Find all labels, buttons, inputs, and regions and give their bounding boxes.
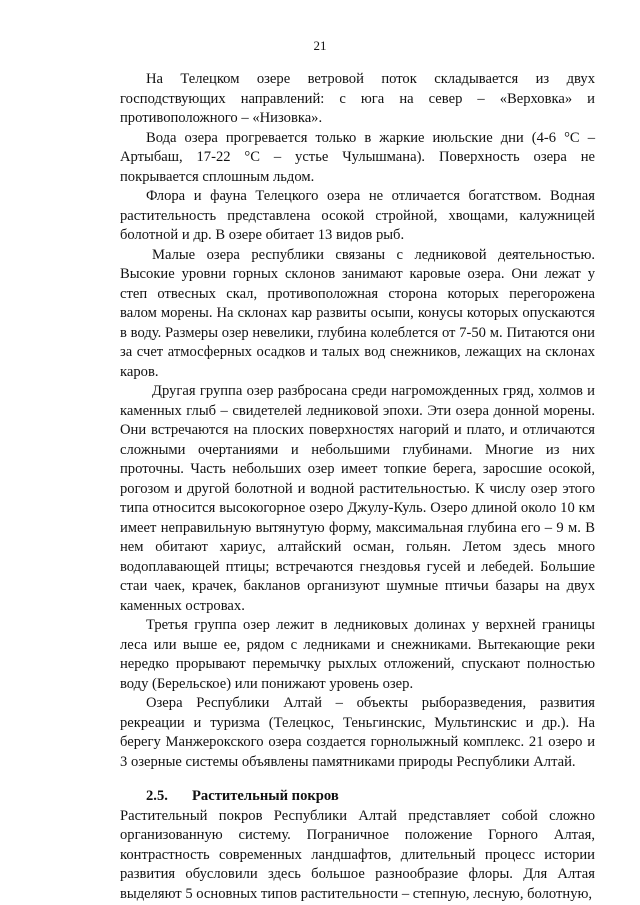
paragraph-glacial-valley-lakes: Третья группа озер лежит в ледниковых долинах у верхней границы леса или выше ее, рядом с ледниками и снежниками. Вытекающие реки нередко прорывают перемычку рыхлых отложений, спускают полностью воду (Берельское) или понижают уровень озер. <box>120 617 595 692</box>
body-text <box>120 70 595 904</box>
section-title: Растительный покров <box>192 788 339 804</box>
page-number: 21 <box>313 38 327 53</box>
section-heading <box>120 787 595 807</box>
paragraph-moraine-lakes: Другая группа озер разбросана среди нагроможденных гряд, холмов и каменных глыб – свидетелей ледниковой эпохи. Эти озера донной морены. Они встречаются на плоских поверхностях нагорий и плато, и отличаются сложными очертаниями и небольшими глубинами. Многие из них проточны. Часть небольших озер имеет топкие берега, заросшие осокой, рогозом и другой болотной и водной растительностью. К числу озер этого типа относится высокогорное озеро Джулу-Куль. Озеро длиной около 10 км имеет неправильную вытянутую форму, максимальная глубина его – 9 м. В нем обитают хариус, алтайский осман, гольян. Летом здесь много водоплавающей птицы; встречаются гнездовья гусей и лебедей. Большие стаи чаек, крачек, бакланов организуют шумные птичьи базары на двух каменных островах. <box>120 383 595 614</box>
paragraph-lake-uses: Озера Республики Алтай – объекты рыборазведения, развития рекреации и туризма (Телецкос, Теньгинскис, Мультинскис и др.). На берегу Манжерокского озера создается горнолыжный комплекс. 21 озеро и 3 озерные системы объявлены памятниками природы Республики Алтай. <box>120 695 595 770</box>
paragraph-water-temperature: Вода озера прогревается только в жаркие июльские дни (4-6 °С – Артыбаш, 17-22 °С – устье Чулышмана). Поверхность озера не покрывается сплошным льдом. <box>120 129 595 185</box>
paragraph-flora-fauna: Флора и фауна Телецкого озера не отличается богатством. Водная растительность представлена осокой стройной, хвощами, калужницей болотной и др. В озере обитает 13 видов рыб. <box>120 188 595 243</box>
paragraph-winds: На Телецком озере ветровой поток складывается из двух господствующих направлений: с юга на север – «Верховка» и противоположного – «Низовка». <box>120 71 595 126</box>
paragraph-vegetation: Растительный покров Республики Алтай представляет собой сложно организованную систему. Пограничное положение Горного Алтая, контрастность современных ландшафтов, длительный процесс истории развития обусловили здесь большое разнообразие флоры. Для Алтая выделяют 5 основных типов растительности – степную, лесную, болотную, <box>120 807 595 902</box>
section-number: 2.5. <box>146 788 168 804</box>
paragraph-small-lakes: Малые озера республики связаны с ледниковой деятельностью. Высокие уровни горных склонов занимают каровые озера. Они лежат у степ отвесных скал, противоположная сторона которых перегорожена валом морены. На склонах кар развиты осыпи, конусы которых опускаются в воду. Размеры озер невелики, глубина колеблется от 7-50 м. Питаются они за счет атмосферных осадков и талых вод снежников, лежащих на склонах каров. <box>120 246 595 380</box>
